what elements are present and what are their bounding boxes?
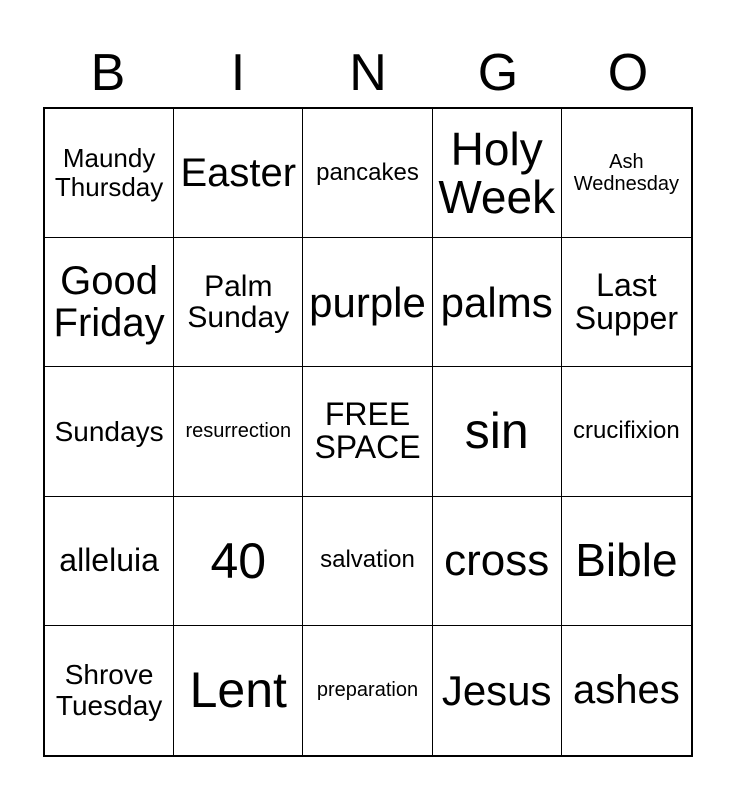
bingo-cell[interactable]: Shrove Tuesday [45, 626, 174, 755]
bingo-cell[interactable]: preparation [303, 626, 432, 755]
bingo-cell[interactable]: salvation [303, 497, 432, 626]
header-letter-b: B [90, 44, 126, 102]
bingo-cell[interactable]: Good Friday [45, 238, 174, 367]
bingo-cell[interactable]: Sundays [45, 367, 174, 496]
bingo-cell[interactable]: Bible [562, 497, 691, 626]
bingo-cell[interactable]: Lent [174, 626, 303, 755]
bingo-cell[interactable]: resurrection [174, 367, 303, 496]
bingo-cell[interactable]: Holy Week [433, 109, 562, 238]
header-letter-g: G [477, 44, 519, 102]
header-letter-n: N [349, 44, 387, 102]
bingo-cell[interactable]: pancakes [303, 109, 432, 238]
header-letter-i: I [230, 44, 246, 102]
bingo-header [43, 42, 693, 104]
bingo-cell[interactable]: Palm Sunday [174, 238, 303, 367]
bingo-cell[interactable]: Maundy Thursday [45, 109, 174, 238]
bingo-cell[interactable]: FREE SPACE [303, 367, 432, 496]
bingo-cell[interactable]: ashes [573, 667, 680, 712]
bingo-cell[interactable]: Easter [174, 109, 303, 238]
header-letter-o: O [607, 44, 649, 102]
bingo-cell[interactable]: crucifixion [562, 367, 691, 496]
bingo-cell[interactable]: purple [303, 238, 432, 367]
bingo-cell[interactable]: Jesus [433, 626, 562, 755]
bingo-cell[interactable]: sin [433, 367, 562, 496]
bingo-cell[interactable]: 40 [174, 497, 303, 626]
bingo-cell[interactable]: Last Supper [562, 238, 691, 367]
bingo-cell[interactable]: alleluia [45, 497, 174, 626]
bingo-cell[interactable]: palms [433, 238, 562, 367]
bingo-cell[interactable]: cross [433, 497, 562, 626]
bingo-board [43, 107, 693, 757]
bingo-cell[interactable]: Ash Wednesday [562, 109, 691, 238]
